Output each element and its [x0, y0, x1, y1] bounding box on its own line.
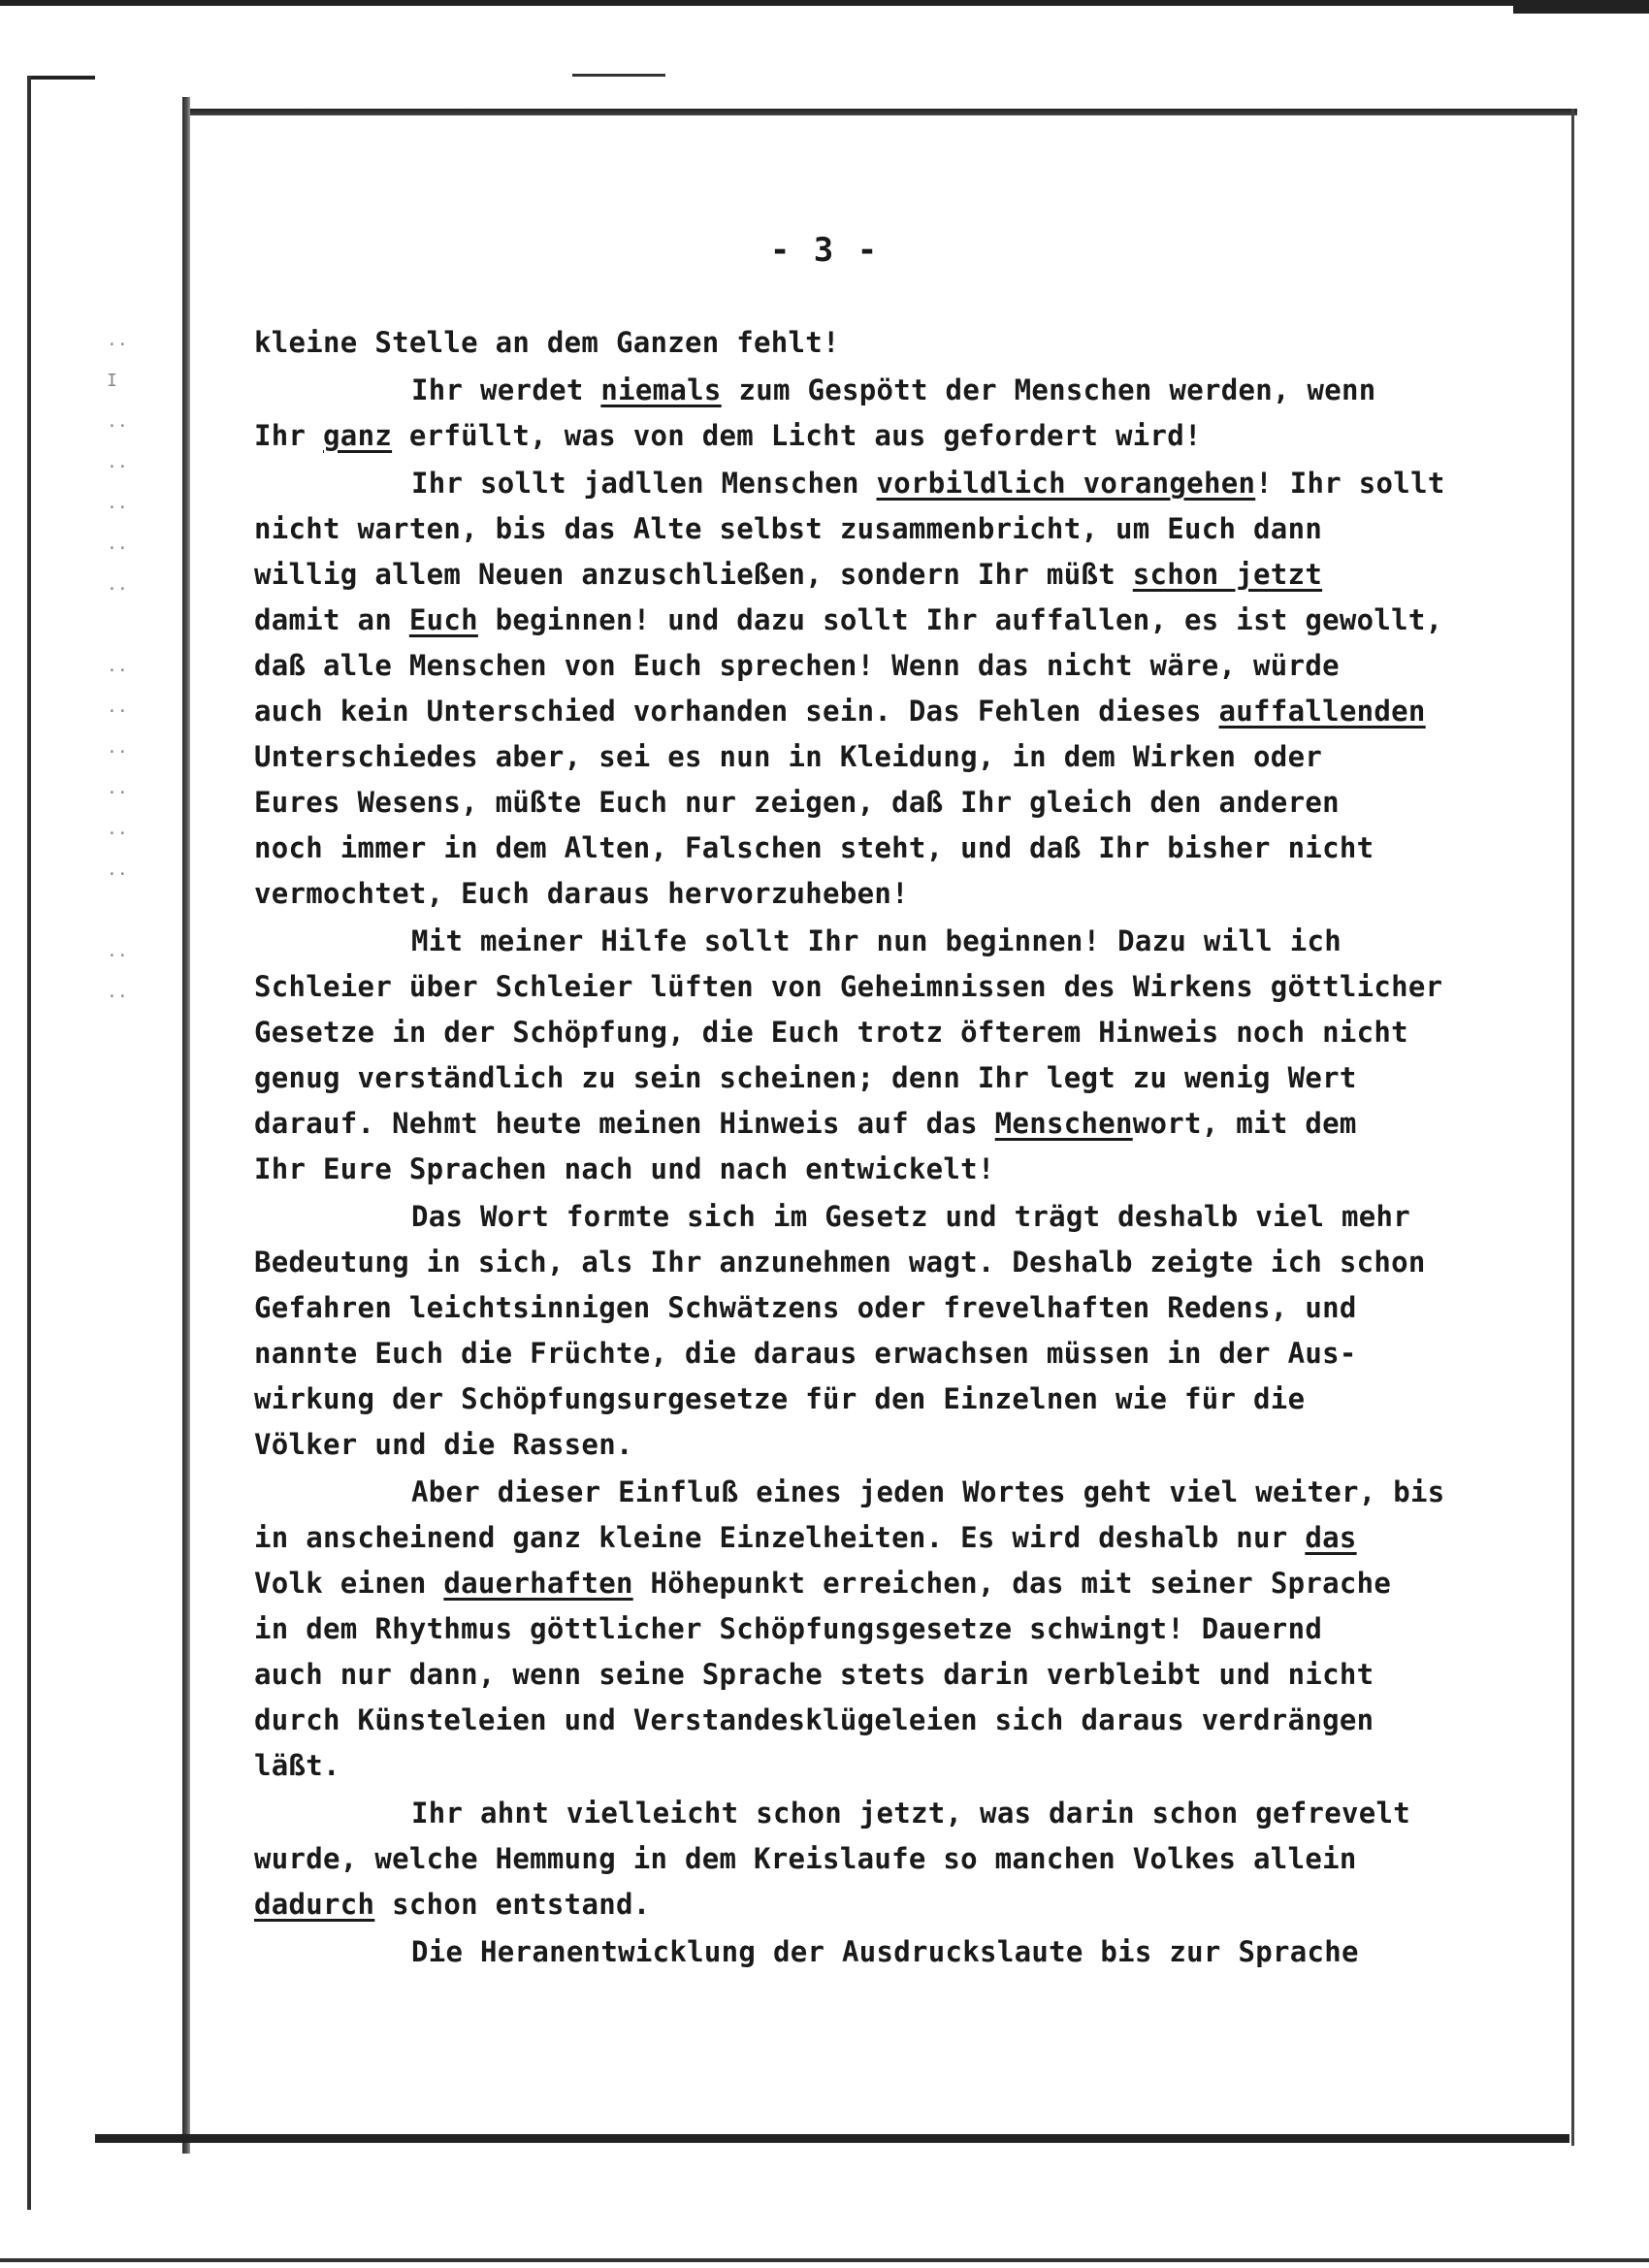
text-line: Ihr ahnt vielleicht schon jetzt, was darin schon gefrevelt	[411, 1797, 1411, 1830]
margin-mark: ..	[107, 982, 128, 1002]
paragraph	[254, 1470, 1554, 1789]
top-border-rule	[190, 109, 1577, 115]
margin-mark: ..	[107, 574, 128, 595]
margin-mark: ..	[107, 941, 128, 961]
margin-mark: ..	[107, 819, 128, 839]
text-line: Schleier über Schleier lüften von Geheimnissen des Wirkens göttlicher	[254, 970, 1443, 1003]
margin-mark: ..	[107, 330, 128, 350]
paragraph	[254, 368, 1554, 459]
margin-mark: ..	[107, 411, 128, 432]
text-line: kleine Stelle an dem Ganzen fehlt!	[254, 326, 840, 359]
scan-edge-left	[27, 76, 31, 2210]
text-line: Gefahren leichtsinnigen Schwätzens oder frevelhaften Redens, und	[254, 1291, 1357, 1324]
text-line: Das Wort formte sich im Gesetz und trägt deshalb viel mehr	[411, 1200, 1411, 1233]
text-line: darauf. Nehmt heute meinen Hinweis auf das Menschenwort, mit dem	[254, 1107, 1357, 1140]
margin-mark: ..	[107, 656, 128, 676]
margin-mark: ..	[107, 697, 128, 717]
paragraph	[254, 1791, 1554, 1928]
paragraph	[254, 461, 1554, 917]
text-line: Bedeutung in sich, als Ihr anzunehmen wagt. Deshalb zeigte ich schon	[254, 1246, 1426, 1279]
text-line: Aber dieser Einfluß eines jeden Wortes geht viel weiter, bis	[411, 1475, 1445, 1508]
margin-mark	[107, 891, 165, 931]
margin-marks	[107, 320, 165, 1193]
top-short-rule	[572, 74, 665, 77]
text-line: Ihr sollt jadllen Menschen vorbildlich vorangehen! Ihr sollt	[411, 467, 1445, 500]
text-line: damit an Euch beginnen! und dazu sollt Ihr auffallen, es ist gewollt,	[254, 603, 1443, 636]
text-line: Ihr werdet niemals zum Gespött der Menschen werden, wenn	[411, 373, 1376, 406]
text-line: Eures Wesens, müßte Euch nur zeigen, daß Ihr gleich den anderen	[254, 786, 1340, 819]
margin-mark: ..	[107, 534, 128, 554]
scan-edge-top-right	[1513, 0, 1649, 14]
page-number: - 3 -	[769, 231, 880, 270]
text-line: Ihr ganz erfüllt, was von dem Licht aus gefordert wird!	[254, 419, 1202, 452]
text-line: läßt.	[254, 1749, 340, 1782]
paragraph	[254, 320, 1554, 366]
text-line: wurde, welche Hemmung in dem Kreislaufe so manchen Volkes allein	[254, 1842, 1357, 1875]
text-line: Völker und die Rassen.	[254, 1428, 633, 1461]
scan-edge-top	[0, 0, 1649, 6]
paragraph	[254, 1194, 1554, 1468]
text-line: willig allem Neuen anzuschließen, sondern Ihr müßt schon jetzt	[254, 558, 1323, 591]
text-line: noch immer in dem Alten, Falschen steht, und daß Ihr bisher nicht	[254, 831, 1374, 864]
text-line: Mit meiner Hilfe sollt Ihr nun beginnen! Dazu will ich	[411, 924, 1342, 957]
bottom-border-rule	[95, 2134, 1569, 2143]
text-line: vermochtet, Euch daraus hervorzuheben!	[254, 877, 909, 910]
text-line: Ihr Eure Sprachen nach und nach entwickelt!	[254, 1152, 995, 1185]
text-line: daß alle Menschen von Euch sprechen! Wenn das nicht wäre, würde	[254, 649, 1340, 682]
text-line: Volk einen dauerhaften Höhepunkt erreichen, das mit seiner Sprache	[254, 1567, 1392, 1600]
text-line: durch Künsteleien und Verstandesklügeleien sich daraus verdrängen	[254, 1703, 1374, 1736]
margin-mark: ..	[107, 859, 128, 880]
margin-mark: ..	[107, 493, 128, 513]
margin-mark: ..	[107, 737, 128, 758]
text-line: nicht warten, bis das Alte selbst zusammenbricht, um Euch dann	[254, 512, 1323, 545]
text-line: auch kein Unterschied vorhanden sein. Das Fehlen dieses auffallenden	[254, 695, 1426, 728]
margin-mark: ..	[107, 778, 128, 798]
text-line: in anscheinend ganz kleine Einzelheiten. Es wird deshalb nur das	[254, 1521, 1357, 1554]
text-line: wirkung der Schöpfungsurgesetze für den Einzelnen wie für die	[254, 1382, 1306, 1415]
text-line: in dem Rhythmus göttlicher Schöpfungsgesetze schwingt! Dauernd	[254, 1612, 1323, 1645]
text-line: dadurch schon entstand.	[254, 1888, 651, 1921]
scan-corner-mark	[27, 76, 95, 80]
margin-mark	[107, 605, 165, 646]
text-line: auch nur dann, wenn seine Sprache stets darin verbleibt und nicht	[254, 1658, 1374, 1691]
text-line: Unterschiedes aber, sei es nun in Kleidung, in dem Wirken oder	[254, 740, 1323, 773]
right-border-line	[1571, 109, 1574, 2146]
scan-edge-bottom	[0, 2258, 1649, 2262]
paragraph	[254, 919, 1554, 1192]
typed-text-body	[254, 320, 1554, 1977]
text-line: genug verständlich zu sein scheinen; denn Ihr legt zu wenig Wert	[254, 1061, 1357, 1094]
margin-mark: I	[107, 371, 117, 391]
text-line: Gesetze in der Schöpfung, die Euch trotz öfterem Hinweis noch nicht	[254, 1016, 1408, 1049]
text-line: nannte Euch die Früchte, die daraus erwachsen müssen in der Aus-	[254, 1337, 1357, 1370]
margin-mark: ..	[107, 452, 128, 472]
binder-margin-line	[182, 97, 190, 2154]
paragraph	[254, 1929, 1554, 1975]
text-line: Die Heranentwicklung der Ausdruckslaute bis zur Sprache	[411, 1935, 1359, 1968]
